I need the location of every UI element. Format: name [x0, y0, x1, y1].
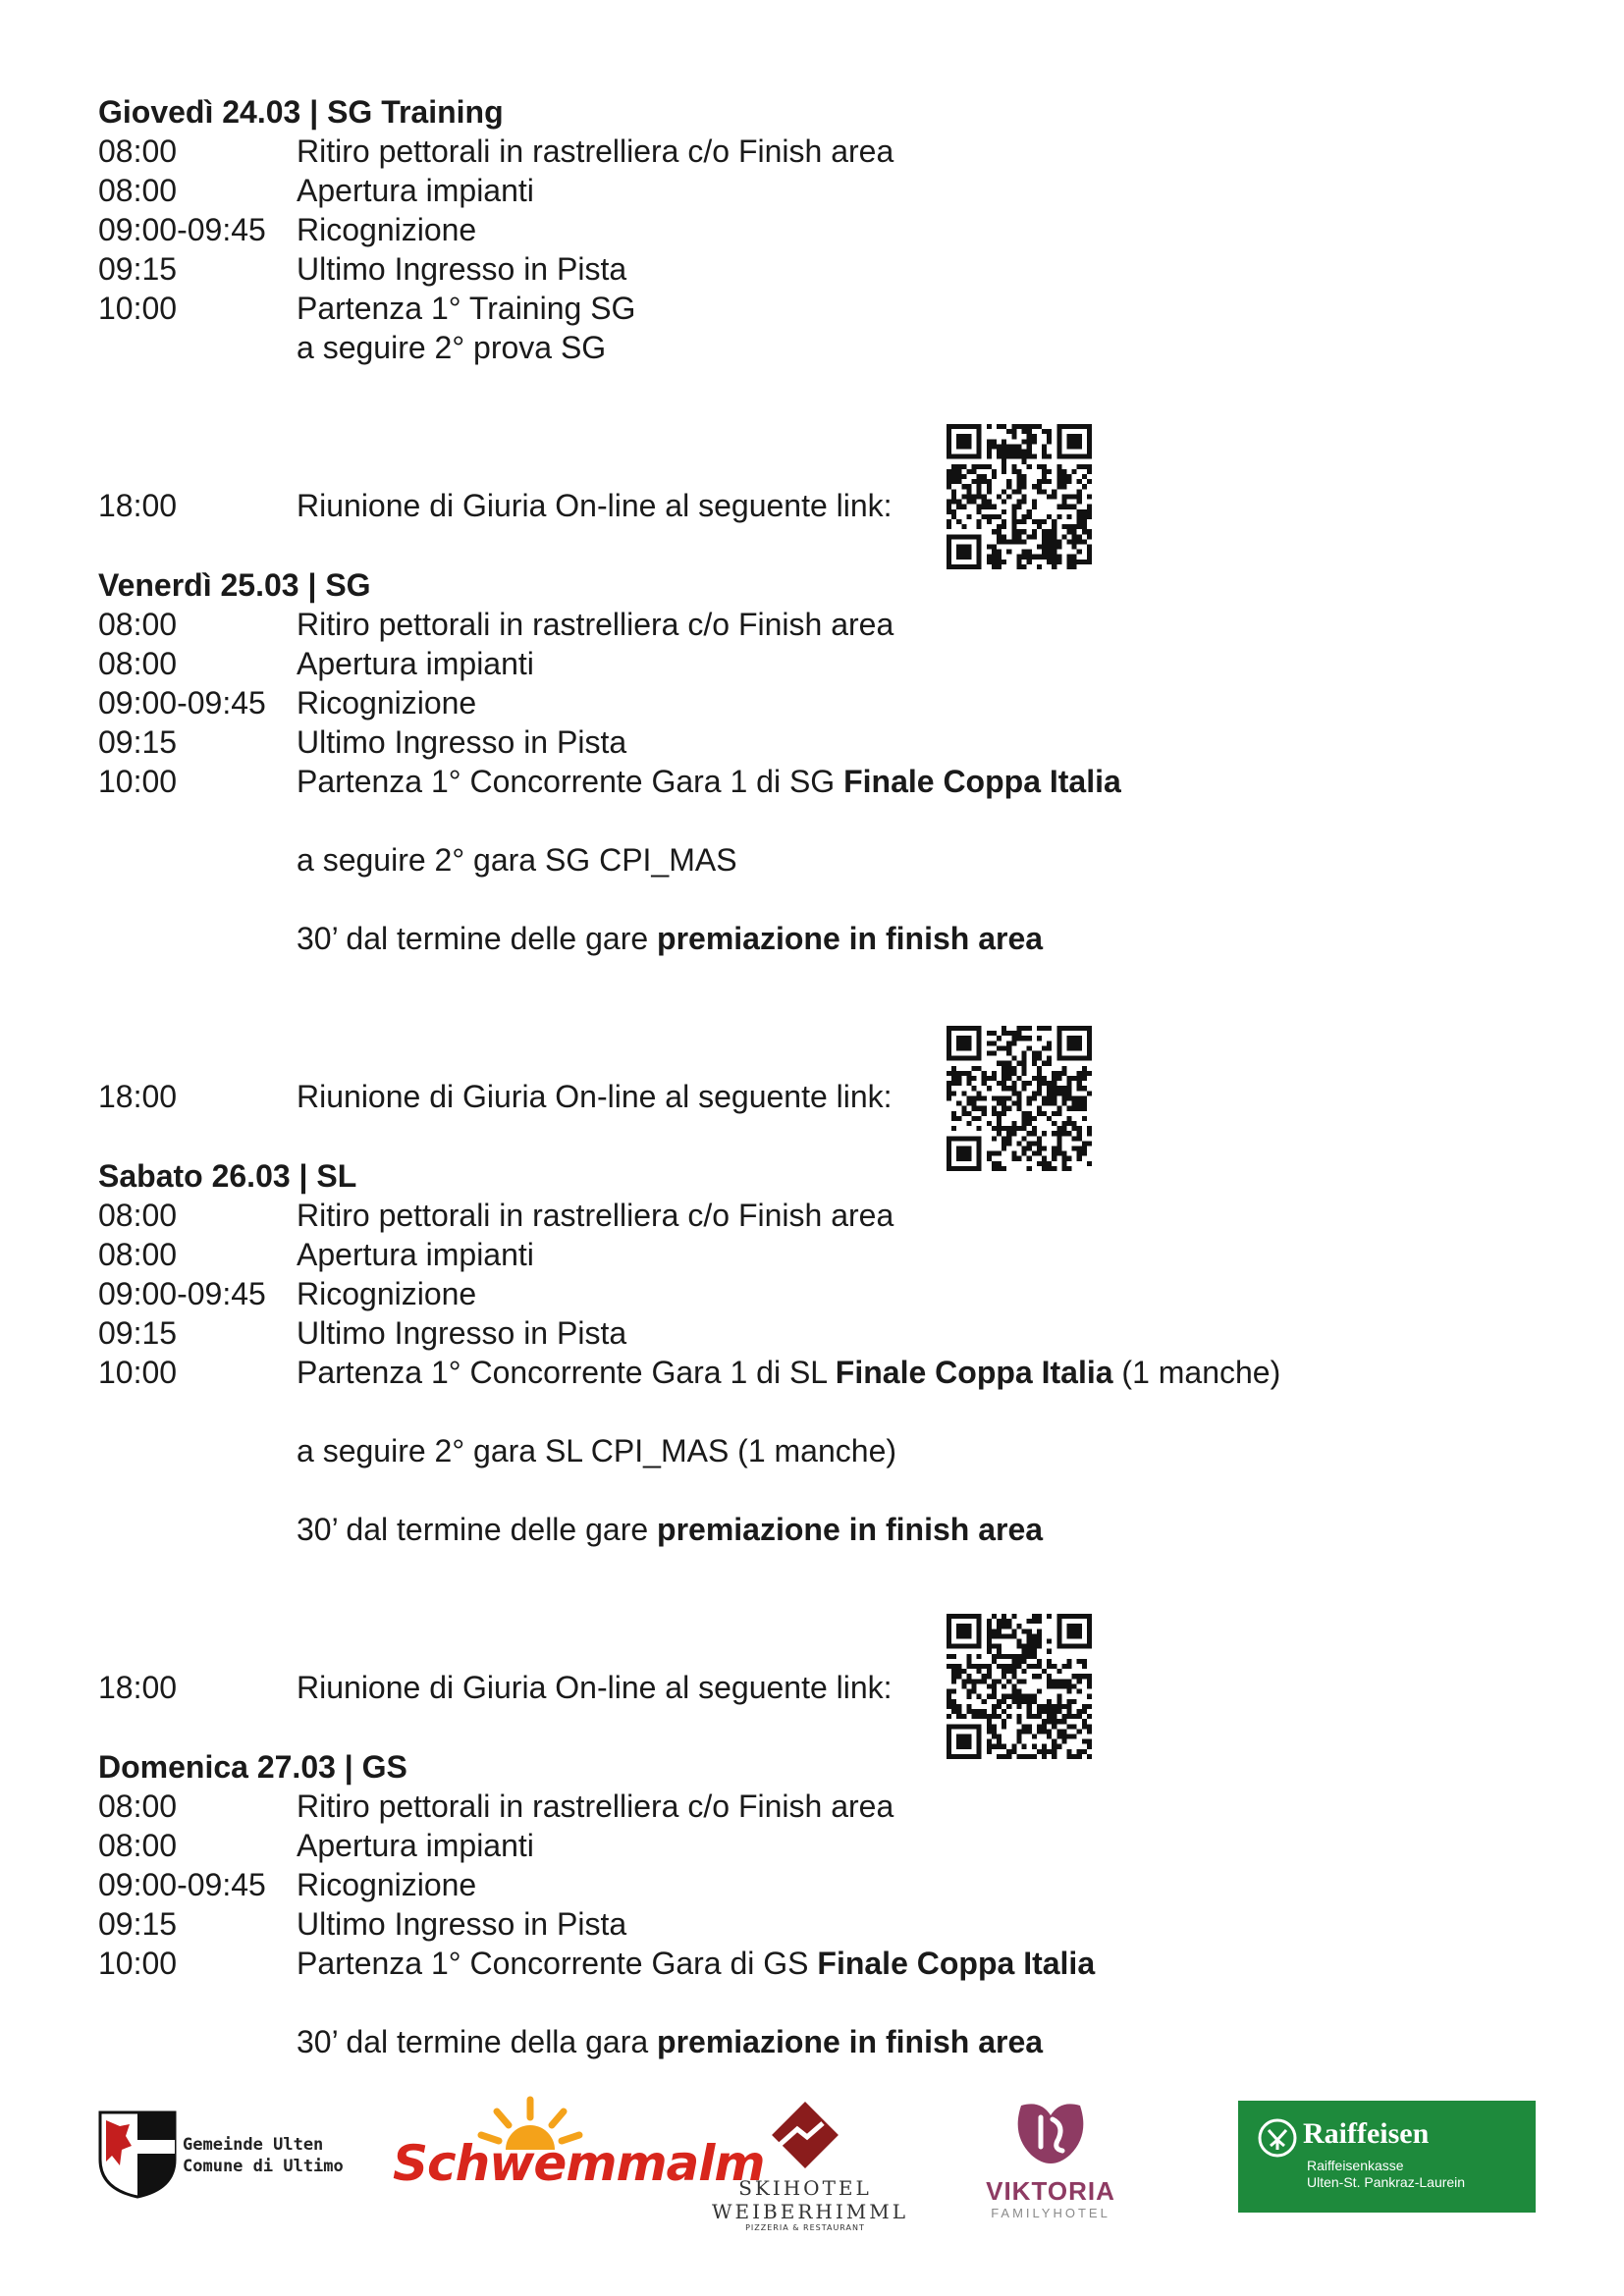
activity	[297, 919, 1043, 958]
activity-bold: premiazione in finish area	[657, 921, 1044, 956]
day-heading-sunday: Domenica 27.03 | GS	[98, 1749, 407, 1785]
time: 09:00-09:45	[98, 1276, 266, 1311]
meeting-text: Riunione di Giuria On-line al seguente link:	[297, 1079, 893, 1114]
activity: Ritiro pettorali in rastrelliera c/o Finish area	[297, 1789, 894, 1824]
time: 08:00	[98, 1198, 178, 1233]
schwemmalm-wordmark: Schwemmalm	[393, 2135, 765, 2192]
sponsor-bar	[0, 2096, 1624, 2232]
time: 10:00	[98, 764, 178, 799]
activity: Apertura impianti	[297, 1237, 534, 1272]
time: 09:15	[98, 251, 178, 287]
sponsor-schwemmalm[interactable]	[393, 2096, 765, 2214]
activity-bold: premiazione in finish area	[657, 1512, 1044, 1547]
time: 09:15	[98, 1315, 178, 1351]
time: 10:00	[98, 1946, 178, 1981]
meeting-time: 18:00	[98, 1079, 178, 1114]
activity	[297, 1353, 1280, 1392]
activity: Ricognizione	[297, 1276, 477, 1311]
day-heading-thursday: Giovedì 24.03 | SG Training	[98, 94, 504, 130]
activity: Ritiro pettorali in rastrelliera c/o Finish area	[297, 133, 894, 169]
qr-code-icon[interactable]	[947, 424, 1092, 569]
ulten-coat-of-arms-icon	[98, 2110, 177, 2199]
activity: a seguire 2° gara SG CPI_MAS	[297, 842, 737, 878]
activity-text: Partenza 1° Concorrente Gara 1 di SG	[297, 764, 844, 799]
activity: Ultimo Ingresso in Pista	[297, 1906, 627, 1942]
time: 08:00	[98, 1789, 178, 1824]
activity: Apertura impianti	[297, 646, 534, 681]
raiffeisen-line1: Raiffeisenkasse	[1307, 2158, 1404, 2173]
activity: Ricognizione	[297, 1867, 477, 1902]
activity: Ultimo Ingresso in Pista	[297, 1315, 627, 1351]
time: 09:15	[98, 724, 178, 760]
activity: Ultimo Ingresso in Pista	[297, 724, 627, 760]
activity: Ricognizione	[297, 685, 477, 721]
activity-text-after: (1 manche)	[1112, 1355, 1281, 1390]
time: 09:00-09:45	[98, 685, 266, 721]
day-heading-friday: Venerdì 25.03 | SG	[98, 567, 371, 603]
meeting-text: Riunione di Giuria On-line al seguente link:	[297, 1670, 893, 1705]
time: 09:15	[98, 1906, 178, 1942]
activity-text: Partenza 1° Concorrente Gara 1 di SL	[297, 1355, 836, 1390]
meeting-time: 18:00	[98, 1670, 178, 1705]
qr-code-icon[interactable]	[947, 1614, 1092, 1759]
weiberhimml-logo-icon	[766, 2096, 844, 2174]
raiffeisen-wordmark: Raiffeisen	[1303, 2117, 1430, 2150]
meeting-time: 18:00	[98, 488, 178, 523]
activity: Ritiro pettorali in rastrelliera c/o Finish area	[297, 607, 894, 642]
activity-bold: Finale Coppa Italia	[843, 764, 1121, 799]
activity: Ritiro pettorali in rastrelliera c/o Finish area	[297, 1198, 894, 1233]
sponsor-ulten[interactable]	[98, 2110, 344, 2201]
activity-bold: Finale Coppa Italia	[817, 1946, 1096, 1981]
activity: Apertura impianti	[297, 1828, 534, 1863]
activity: Apertura impianti	[297, 173, 534, 208]
activity: Partenza 1° Training SG	[297, 291, 636, 326]
time: 08:00	[98, 1237, 178, 1272]
weiberhimml-line3: PIZZERIA & RESTAURANT	[745, 2223, 865, 2232]
qr-code-icon[interactable]	[947, 1026, 1092, 1171]
meeting-text: Riunione di Giuria On-line al seguente link:	[297, 488, 893, 523]
activity: Ricognizione	[297, 212, 477, 247]
activity-text: 30’ dal termine delle gare	[297, 921, 658, 956]
activity	[297, 1944, 1095, 1983]
activity: Ultimo Ingresso in Pista	[297, 251, 627, 287]
activity-bold: premiazione in finish area	[657, 2024, 1044, 2059]
weiberhimml-line1: SKIHOTEL	[738, 2176, 872, 2200]
time: 08:00	[98, 133, 178, 169]
activity	[297, 762, 1121, 801]
activity	[297, 1510, 1043, 1549]
raiffeisen-line2: Ulten-St. Pankraz-Laurein	[1307, 2174, 1466, 2190]
viktoria-logo-icon	[1001, 2096, 1100, 2174]
time: 08:00	[98, 607, 178, 642]
raiffeisen-gable-icon	[1258, 2118, 1297, 2158]
time: 10:00	[98, 291, 178, 326]
activity: a seguire 2° prova SG	[297, 330, 607, 365]
activity-text: 30’ dal termine della gara	[297, 2024, 658, 2059]
viktoria-sub: FAMILYHOTEL	[991, 2206, 1110, 2220]
activity	[297, 2022, 1043, 2061]
activity: a seguire 2° gara SL CPI_MAS (1 manche)	[297, 1433, 897, 1468]
time: 10:00	[98, 1355, 178, 1390]
weiberhimml-line2: WEIBERHIMML	[712, 2200, 908, 2223]
viktoria-wordmark: VIKTORIA	[986, 2176, 1115, 2206]
sponsor-viktoria[interactable]	[972, 2096, 1129, 2223]
sponsor-weiberhimml[interactable]	[712, 2096, 908, 2223]
time: 08:00	[98, 646, 178, 681]
time: 09:00-09:45	[98, 1867, 266, 1902]
ulten-name-it: Comune di Ultimo	[183, 2157, 344, 2176]
activity-text: 30’ dal termine delle gare	[297, 1512, 658, 1547]
time: 08:00	[98, 1828, 178, 1863]
activity-bold: Finale Coppa Italia	[835, 1355, 1113, 1390]
sponsor-raiffeisen[interactable]	[1238, 2101, 1536, 2213]
ulten-name-de: Gemeinde Ulten	[183, 2135, 324, 2155]
time: 08:00	[98, 173, 178, 208]
time: 09:00-09:45	[98, 212, 266, 247]
day-heading-saturday: Sabato 26.03 | SL	[98, 1158, 357, 1194]
activity-text: Partenza 1° Concorrente Gara di GS	[297, 1946, 818, 1981]
